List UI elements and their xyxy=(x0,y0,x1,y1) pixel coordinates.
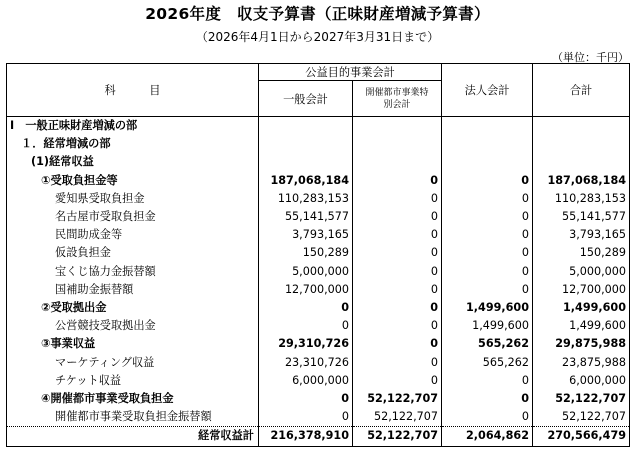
total-value: 3,793,165 xyxy=(533,226,630,244)
total-value xyxy=(533,135,630,153)
corporate-value: 565,262 xyxy=(442,354,533,372)
header-general: 一般会計 xyxy=(259,81,353,117)
row-label: ①受取負担金等 xyxy=(7,172,259,190)
general-value: 0 xyxy=(259,408,353,427)
special-value: 0 xyxy=(353,263,442,281)
special-value: 0 xyxy=(353,190,442,208)
total-value: 5,000,000 xyxy=(533,263,630,281)
general-value xyxy=(259,117,353,136)
general-value: 187,068,184 xyxy=(259,172,353,190)
table-row xyxy=(7,354,630,372)
corporate-value: 1,499,600 xyxy=(442,299,533,317)
table-row xyxy=(7,281,630,299)
total-value: 6,000,000 xyxy=(533,372,630,390)
row-label: 愛知県受取負担金 xyxy=(7,190,259,208)
general-value: 0 xyxy=(259,317,353,335)
row-label: １．経常増減の部 xyxy=(7,135,259,153)
total-row xyxy=(7,427,630,446)
special-value: 0 xyxy=(353,244,442,262)
total-value: 110,283,153 xyxy=(533,190,630,208)
corporate-value: 0 xyxy=(442,281,533,299)
corporate-value: 0 xyxy=(442,408,533,427)
table-row xyxy=(7,335,630,353)
general-value: 110,283,153 xyxy=(259,190,353,208)
document-title: 2026年度 収支予算書（正味財産増減予算書） xyxy=(145,5,490,23)
special-value xyxy=(353,153,442,171)
general-value: 3,793,165 xyxy=(259,226,353,244)
total-value: 1,499,600 xyxy=(533,317,630,335)
table-row xyxy=(7,390,630,408)
table-row xyxy=(7,135,630,153)
table-row xyxy=(7,317,630,335)
header-public-group: 公益目的事業会計 xyxy=(259,64,442,81)
general-value: 12,700,000 xyxy=(259,281,353,299)
row-label: 民間助成金等 xyxy=(7,226,259,244)
special-value: 0 xyxy=(353,299,442,317)
table-row xyxy=(7,208,630,226)
special-value: 52,122,707 xyxy=(353,408,442,427)
corporate-value: 0 xyxy=(442,172,533,190)
table-row xyxy=(7,190,630,208)
general-value: 0 xyxy=(259,390,353,408)
corporate-value: 0 xyxy=(442,244,533,262)
total-value xyxy=(533,117,630,136)
general-value: 55,141,577 xyxy=(259,208,353,226)
total-value: 52,122,707 xyxy=(533,390,630,408)
special-value xyxy=(353,117,442,136)
row-label: (1)経常収益 xyxy=(7,153,259,171)
row-label: 開催都市事業受取負担金振替額 xyxy=(7,408,259,427)
general-value: 6,000,000 xyxy=(259,372,353,390)
total-value: 52,122,707 xyxy=(533,408,630,427)
total-value: 12,700,000 xyxy=(533,281,630,299)
general-value: 29,310,726 xyxy=(259,335,353,353)
corporate-value: 2,064,862 xyxy=(442,427,533,446)
special-value: 0 xyxy=(353,281,442,299)
special-value: 0 xyxy=(353,354,442,372)
corporate-value: 0 xyxy=(442,208,533,226)
budget-rows xyxy=(7,117,630,447)
total-value: 1,499,600 xyxy=(533,299,630,317)
special-value: 52,122,707 xyxy=(353,427,442,446)
general-value xyxy=(259,135,353,153)
total-value: 29,875,988 xyxy=(533,335,630,353)
unit-label: （単位：千円） xyxy=(552,51,629,64)
general-value: 0 xyxy=(259,299,353,317)
total-value xyxy=(533,153,630,171)
special-value: 0 xyxy=(353,317,442,335)
row-label: 公営競技受取拠出金 xyxy=(7,317,259,335)
budget-table xyxy=(6,63,630,447)
special-value xyxy=(353,135,442,153)
document-period: （2026年4月1日から2027年3月31日まで） xyxy=(195,30,440,44)
table-row xyxy=(7,244,630,262)
corporate-value xyxy=(442,153,533,171)
total-value: 270,566,479 xyxy=(533,427,630,446)
corporate-value: 0 xyxy=(442,226,533,244)
total-value: 23,875,988 xyxy=(533,354,630,372)
table-row xyxy=(7,226,630,244)
row-label: マーケティング収益 xyxy=(7,354,259,372)
table-row xyxy=(7,153,630,171)
table-row xyxy=(7,263,630,281)
table-row xyxy=(7,408,630,427)
row-label: ②受取拠出金 xyxy=(7,299,259,317)
row-label: 仮設負担金 xyxy=(7,244,259,262)
table-row xyxy=(7,299,630,317)
special-value: 0 xyxy=(353,372,442,390)
general-value xyxy=(259,153,353,171)
special-value: 0 xyxy=(353,226,442,244)
special-value: 52,122,707 xyxy=(353,390,442,408)
header-special: 開催都市事業特別会計 xyxy=(353,81,442,117)
corporate-value xyxy=(442,135,533,153)
general-value: 5,000,000 xyxy=(259,263,353,281)
header-corporate: 法人会計 xyxy=(442,64,533,117)
corporate-value: 0 xyxy=(442,372,533,390)
general-value: 23,310,726 xyxy=(259,354,353,372)
special-value: 0 xyxy=(353,335,442,353)
table-row xyxy=(7,117,630,136)
table-row xyxy=(7,372,630,390)
corporate-value: 1,499,600 xyxy=(442,317,533,335)
row-label: 経常収益計 xyxy=(7,427,259,446)
header-subject: 科 目 xyxy=(7,64,259,117)
total-value: 187,068,184 xyxy=(533,172,630,190)
row-label: 国補助金振替額 xyxy=(7,281,259,299)
special-value: 0 xyxy=(353,172,442,190)
row-label: チケット収益 xyxy=(7,372,259,390)
corporate-value xyxy=(442,117,533,136)
header-total: 合計 xyxy=(533,64,630,117)
corporate-value: 0 xyxy=(442,263,533,281)
row-label: 宝くじ協力金振替額 xyxy=(7,263,259,281)
row-label: ④開催都市事業受取負担金 xyxy=(7,390,259,408)
row-label: ③事業収益 xyxy=(7,335,259,353)
total-value: 150,289 xyxy=(533,244,630,262)
corporate-value: 0 xyxy=(442,190,533,208)
row-label: Ⅰ 一般正味財産増減の部 xyxy=(7,117,259,136)
table-row xyxy=(7,172,630,190)
total-value: 55,141,577 xyxy=(533,208,630,226)
general-value: 216,378,910 xyxy=(259,427,353,446)
row-label: 名古屋市受取負担金 xyxy=(7,208,259,226)
general-value: 150,289 xyxy=(259,244,353,262)
corporate-value: 0 xyxy=(442,390,533,408)
special-value: 0 xyxy=(353,208,442,226)
corporate-value: 565,262 xyxy=(442,335,533,353)
